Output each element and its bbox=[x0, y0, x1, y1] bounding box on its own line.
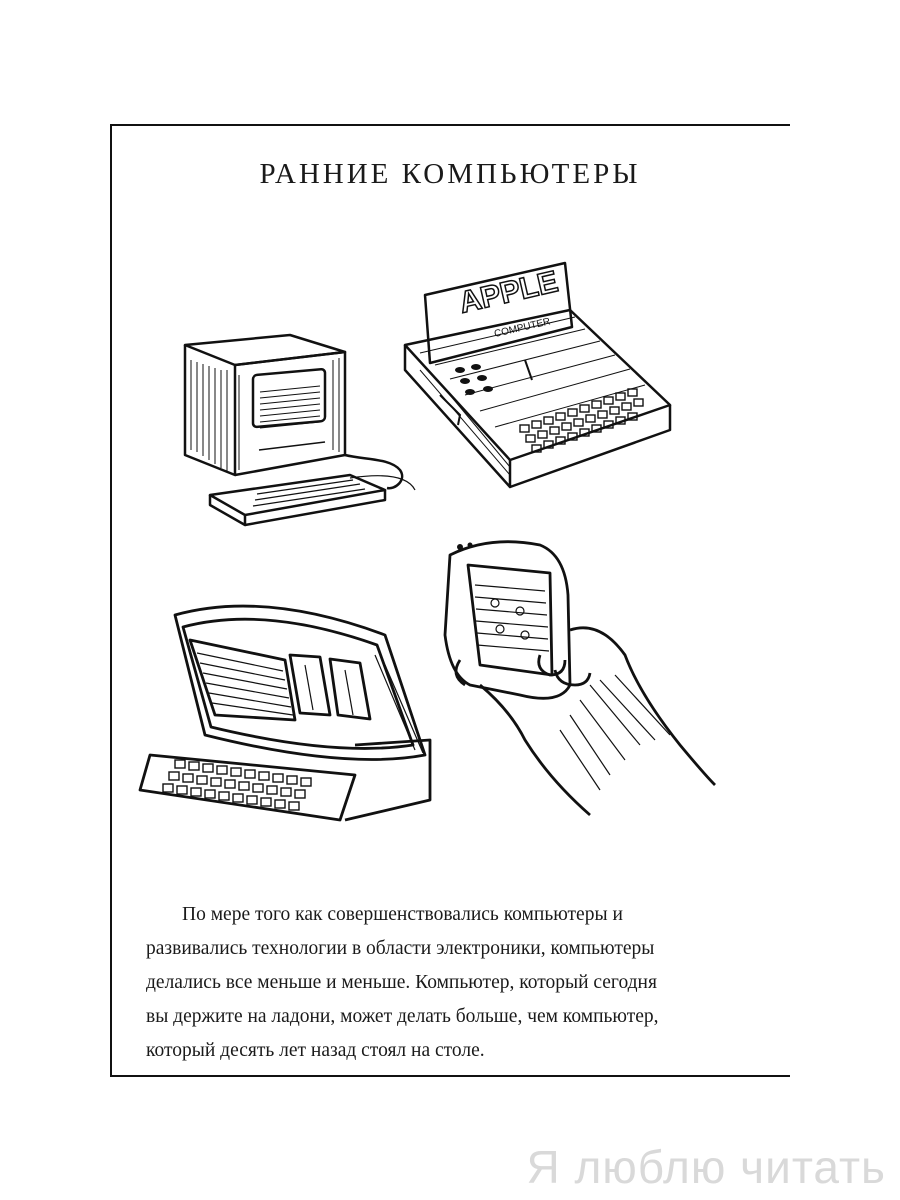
apple-sub-text: COMPUTER bbox=[493, 316, 552, 340]
apple-one-computer-illustration bbox=[400, 255, 685, 500]
paragraph-line: вы держите на ладони, может делать больше, чем компьютер, bbox=[146, 1006, 659, 1027]
apple-logo-text: APPLE bbox=[456, 265, 562, 320]
portable-computer-illustration bbox=[145, 595, 445, 835]
paragraph bbox=[146, 898, 746, 1068]
paragraph-line: который десять лет назад стоял на столе. bbox=[146, 1040, 485, 1061]
page-title: РАННИЕ КОМПЬЮТЕРЫ bbox=[259, 158, 641, 190]
handheld-pda-illustration bbox=[440, 535, 715, 830]
watermark-text: Я люблю читать bbox=[526, 1141, 886, 1193]
paragraph-line: По мере того как совершенствовались компьютеры и bbox=[182, 904, 623, 925]
paragraph-line: делались все меньше и меньше. Компьютер, который сегодня bbox=[146, 972, 657, 993]
desktop-computer-illustration bbox=[175, 330, 425, 530]
paragraph-line: развивались технологии в области электроники, компьютеры bbox=[146, 938, 655, 959]
